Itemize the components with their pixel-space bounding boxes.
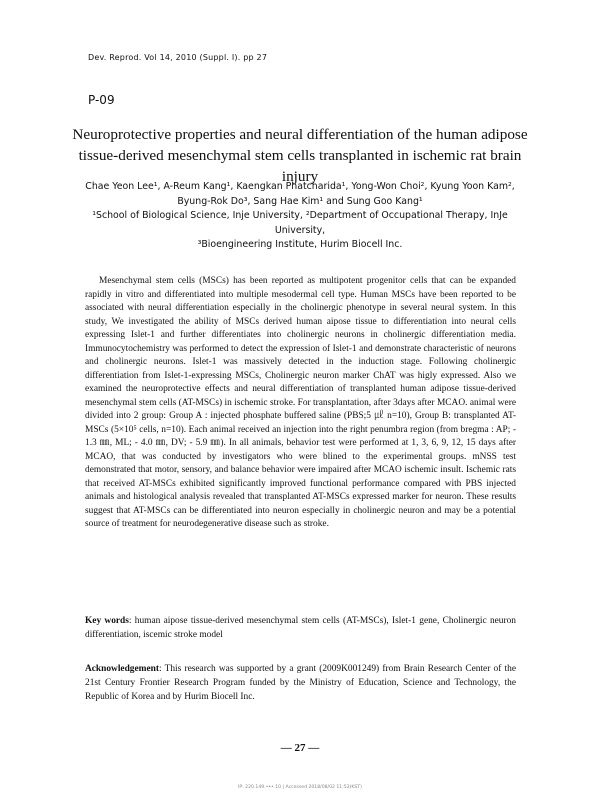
affiliation-line-2: ³Bioengineering Institute, Hurim Biocell Inc. xyxy=(197,239,403,250)
abstract-paragraph: Mesenchymal stem cells (MSCs) has been reported as multipotent progenitor cells that can be expanded rapidly in vitro and differentiated into multiple mesodermal cell type. Human MSCs have been reported to be associated with neural differentiation especially in the cholinergic phenotype in several neural system. In this study, We investigated the ability of MSCs derived human aipose tissue to differentiation into neural cells expressing Islet-1 and further differentiates into cholinergic neurons in cholinergic differentiation media. Immunocytochemistry was performed to detect the expression of Islet-1 and demonstrate characteristic of neurons and cholinergic neurons. Islet-1 was massively detected in the induction stage. Following cholinergic differentiation from Islet-1-expressing MSCs, Cholinergic neuron marker ChAT was higly expressed. Also we examined the neuroprotective effects and neural differentiation of transplanted human adipose tissue-derived mesenchymal stem cells (AT-MSCs) in ischemic stroke. For transplantation, after 3days after MCAO. animal were divided into 2 group: Group A : injected phosphate buffered saline (PBS;5 ㎕ n=10), Group B: transplanted AT-MSCs (5×10⁵ cells, n=10). Each animal received an injection into the right penumbra region (from bregma : AP; - 1.3 ㎜, ML; - 4.0 ㎜, DV; - 5.9 ㎜). In all animals, behavior test were performed at 1, 3, 6, 9, 12, 15 days after MCAO, that was conducted by investigators who were blined to the experimental groups. mNSS test demonstrated that motor, sensory, and balance behavior were impaired after MCAO ischemic insult. Ischemic rats that received AT-MSCs exhibited significantly improved functional performance compared with PBS injected animals and histological analysis revealed that transplanted AT-MSCs expressed marker for neuron. These results suggest that AT-MSCs can be differentiated into neuron especially in cholinergic neuron and may be a potential source of treatment for neurodegenerative disease such as stroke. xyxy=(85,276,516,529)
acknowledgement xyxy=(85,662,516,704)
page-number: — 27 — xyxy=(280,742,320,754)
journal-citation: Dev. Reprod. Vol 14, 2010 (Suppl. I). pp 27 xyxy=(88,53,268,62)
keywords-label: Key words xyxy=(85,616,129,626)
title-line-2: tissue-derived mesenchymal stem cells transplanted in ischemic rat brain injury xyxy=(78,147,522,185)
paper-title xyxy=(70,124,530,187)
authors-line-1: Chae Yeon Lee¹, A-Reum Kang¹, Kaengkan Phatcharida¹, Yong-Won Choi², Kyung Yoon Kam², xyxy=(85,181,515,192)
keywords xyxy=(85,614,516,642)
acknowledgement-text: : This research was supported by a grant (2009K001249) from Brain Research Center of the 21st Century Frontier Research Program funded by the Ministry of Education, Science and Technology, the Republic of Korea and by Hurim Biocell Inc. xyxy=(85,664,516,702)
authors-line-2: Byung-Rok Do³, Sang Hae Kim¹ and Sung Goo Kang¹ xyxy=(177,195,423,207)
affiliation-line-1: ¹School of Biological Science, Inje University, ²Department of Occupational Therapy, InJe University, xyxy=(92,210,508,236)
author-block xyxy=(70,180,530,253)
abstract-body xyxy=(85,275,516,532)
keywords-text: : human aipose tissue-derived mesenchymal stem cells (AT-MSCs), Islet-1 gene, Cholinergic neuron differentiation, iscemic stroke model xyxy=(85,616,516,640)
abstract-code: P-09 xyxy=(88,93,115,107)
access-footer: IP: 220.149.•••.10 | Accessed 2018/08/02 11:52(KST) xyxy=(238,785,362,790)
acknowledgement-label: Acknowledgement xyxy=(85,664,159,674)
title-line-1: Neuroprotective properties and neural differentiation of the human adipose xyxy=(72,126,528,143)
